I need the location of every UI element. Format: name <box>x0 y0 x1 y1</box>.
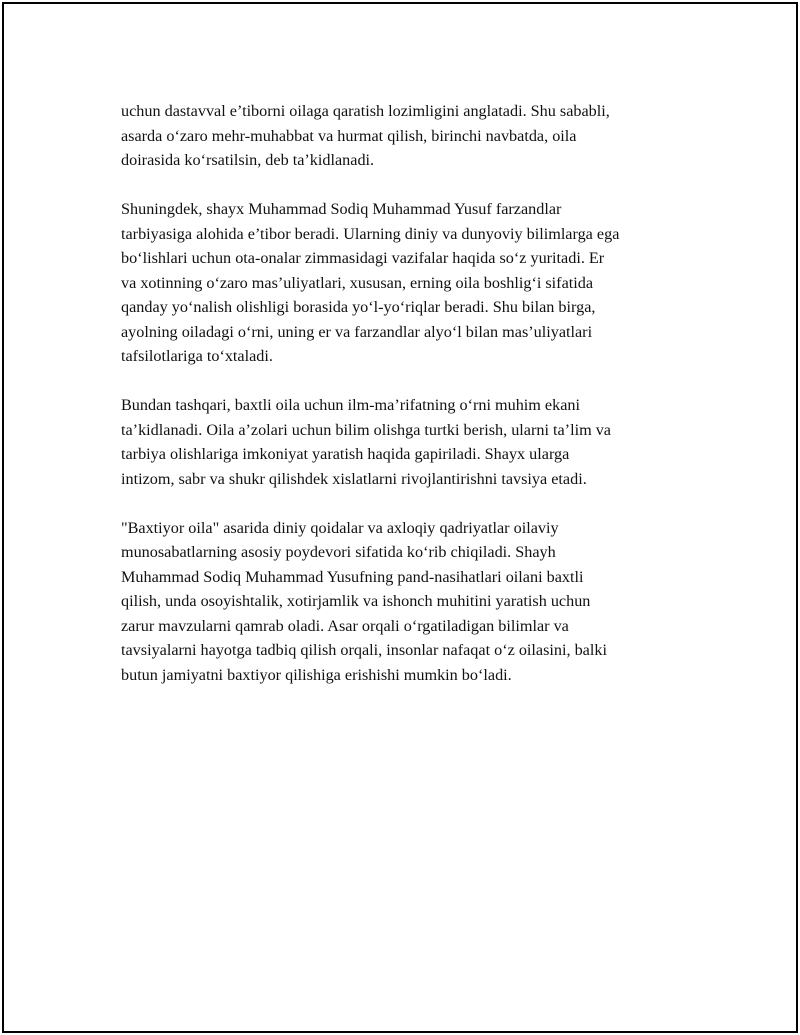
text-line: tavsiyalarni hayotga tadbiq qilish orqali, insonlar nafaqat o‘z oilasini, balki <box>121 641 607 659</box>
text-line: asarda o‘zaro mehr-muhabbat va hurmat qilish, birinchi navbatda, oila <box>121 126 577 145</box>
text-line: qilish, unda osoyishtalik, xotirjamlik va ishonch muhitini yaratish uchun <box>121 592 591 610</box>
text-line: munosabatlarning asosiy poydevori sifatida ko‘rib chiqiladi. Shayh <box>121 543 556 561</box>
paragraph-1 <box>121 99 696 173</box>
document-body <box>121 99 696 712</box>
text-line: tarbiya olishlariga imkoniyat yaratish haqida gapiriladi. Shayx ularga <box>121 445 570 463</box>
paragraph-2 <box>121 197 696 369</box>
text-line: "Baxtiyor oila" asarida diniy qoidalar va axloqiy qadriyatlar oilaviy <box>121 518 559 537</box>
text-line: doirasida ko‘rsatilsin, deb ta’kidlanadi. <box>121 151 375 169</box>
text-line: butun jamiyatni baxtiyor qilishiga erishishi mumkin bo‘ladi. <box>121 665 512 684</box>
text-line: Muhammad Sodiq Muhammad Yusufning pand-nasihatlari oilani baxtli <box>121 567 584 586</box>
text-line: uchun dastavval e’tiborni oilaga qaratish lozimligini anglatadi. Shu sababli, <box>121 102 610 120</box>
document-page <box>2 2 798 1033</box>
text-line: Shuningdek, shayx Muhammad Sodiq Muhammad Yusuf farzandlar <box>121 200 562 218</box>
text-line: zarur mavzularni qamrab oladi. Asar orqali o‘rgatiladigan bilimlar va <box>121 616 569 635</box>
text-line: intizom, sabr va shukr qilishdek xislatlarni rivojlantirishni tavsiya etadi. <box>121 469 587 488</box>
text-line: Bundan tashqari, baxtli oila uchun ilm-ma’rifatning o‘rni muhim ekani <box>121 396 580 414</box>
paragraph-4 <box>121 516 696 688</box>
text-line: qanday yo‘nalish olishligi borasida yo‘l-yo‘riqlar beradi. Shu bilan birga, <box>121 298 596 316</box>
text-line: va xotinning o‘zaro mas’uliyatlari, xususan, erning oila boshlig‘i sifatida <box>121 273 594 292</box>
text-line: ayolning oiladagi o‘rni, uning er va farzandlar alyo‘l bilan mas’uliyatlari <box>121 322 593 341</box>
text-line: bo‘lishlari uchun ota-onalar zimmasidagi vazifalar haqida so‘z yuritadi. Er <box>121 249 605 267</box>
text-line: tafsilotlariga to‘xtaladi. <box>121 347 273 365</box>
paragraph-3 <box>121 393 696 491</box>
text-line: tarbiyasiga alohida e’tibor beradi. Ularning diniy va dunyoviy bilimlarga ega <box>121 224 620 243</box>
text-line: ta’kidlanadi. Oila a’zolari uchun bilim olishga turtki berish, ularni ta’lim va <box>121 420 611 439</box>
